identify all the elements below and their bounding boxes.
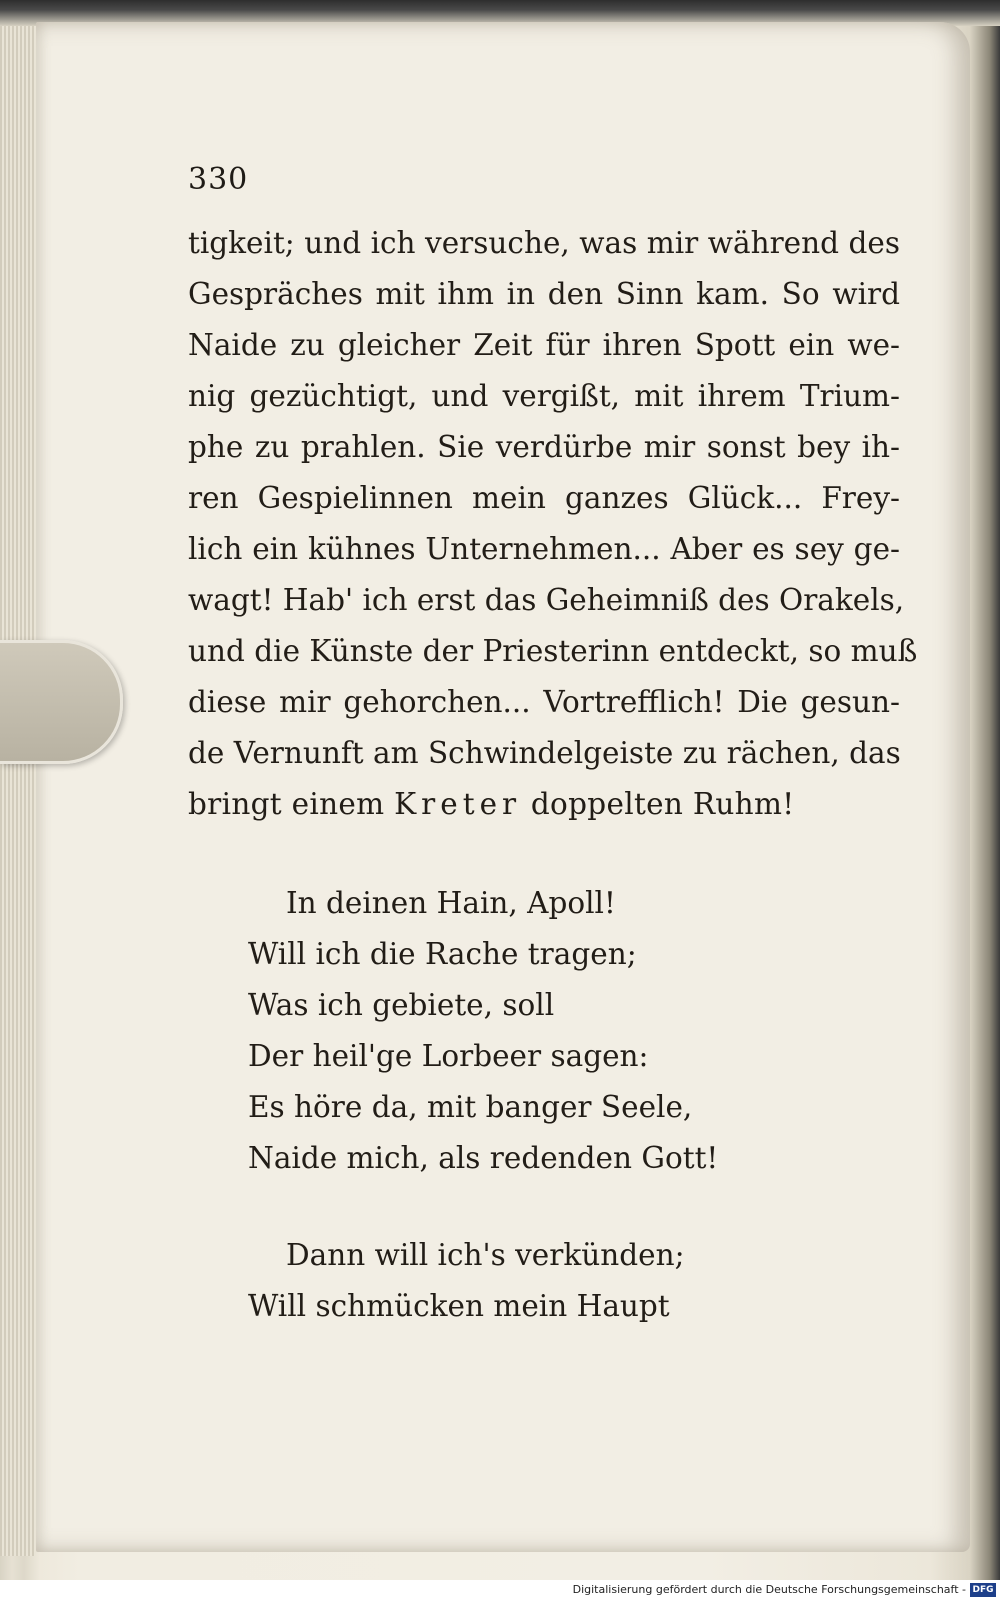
verse-line: In deinen Hain, Apoll! [286, 886, 616, 920]
prose-line: lich ein kühnes Unternehmen... Aber es sey ge- [188, 532, 900, 566]
prose-last-after: doppelten Ruhm! [521, 787, 795, 821]
verse-stanza-1 [248, 878, 888, 1184]
prose-line: Naide zu gleicher Zeit für ihren Spott ein we- [188, 328, 900, 362]
prose-line: ren Gespielinnen mein ganzes Glück... Frey- [188, 481, 900, 515]
page-tab-marker [0, 640, 123, 764]
prose-line: de Vernunft am Schwindelgeiste zu rächen, das [188, 736, 901, 770]
verse-line: Was ich gebiete, soll [248, 988, 555, 1022]
verse-line: Will schmücken mein Haupt [248, 1289, 670, 1323]
prose-line: phe zu prahlen. Sie verdürbe mir sonst bey ih- [188, 430, 900, 464]
prose-last-before: bringt einem [188, 787, 395, 821]
dfg-logo-icon: DFG [970, 1583, 996, 1597]
prose-line: diese mir gehorchen... Vortrefflich! Die gesun- [188, 685, 900, 719]
verse-line: Naide mich, als redenden Gott! [248, 1141, 719, 1175]
prose-last-spaced-word: Kreter [394, 787, 522, 821]
prose-line: Gespräches mit ihm in den Sinn kam. So wird [188, 277, 900, 311]
digitization-footer [0, 1580, 1000, 1600]
prose-line: und die Künste der Priesterinn entdeckt, so muß [188, 634, 918, 668]
verse-line: Dann will ich's verkünden; [286, 1238, 685, 1272]
prose-line: nig gezüchtigt, und vergißt, mit ihrem Trium- [188, 379, 900, 413]
verse-line: Der heil'ge Lorbeer sagen: [248, 1039, 649, 1073]
verse-stanza-2 [248, 1230, 888, 1332]
prose-line: wagt! Hab' ich erst das Geheimniß des Orakels, [188, 583, 905, 617]
verse-line: Will ich die Rache tragen; [248, 937, 637, 971]
footer-credit: Digitalisierung gefördert durch die Deutsche Forschungsgemeinschaft - [572, 1583, 966, 1596]
prose-block [188, 218, 918, 830]
verse-line: Es höre da, mit banger Seele, [248, 1090, 693, 1124]
page-number: 330 [188, 162, 249, 197]
prose-line: tigkeit; und ich versuche, was mir während des [188, 226, 900, 260]
prose-line-last [188, 779, 900, 830]
page-edges [0, 26, 36, 1556]
